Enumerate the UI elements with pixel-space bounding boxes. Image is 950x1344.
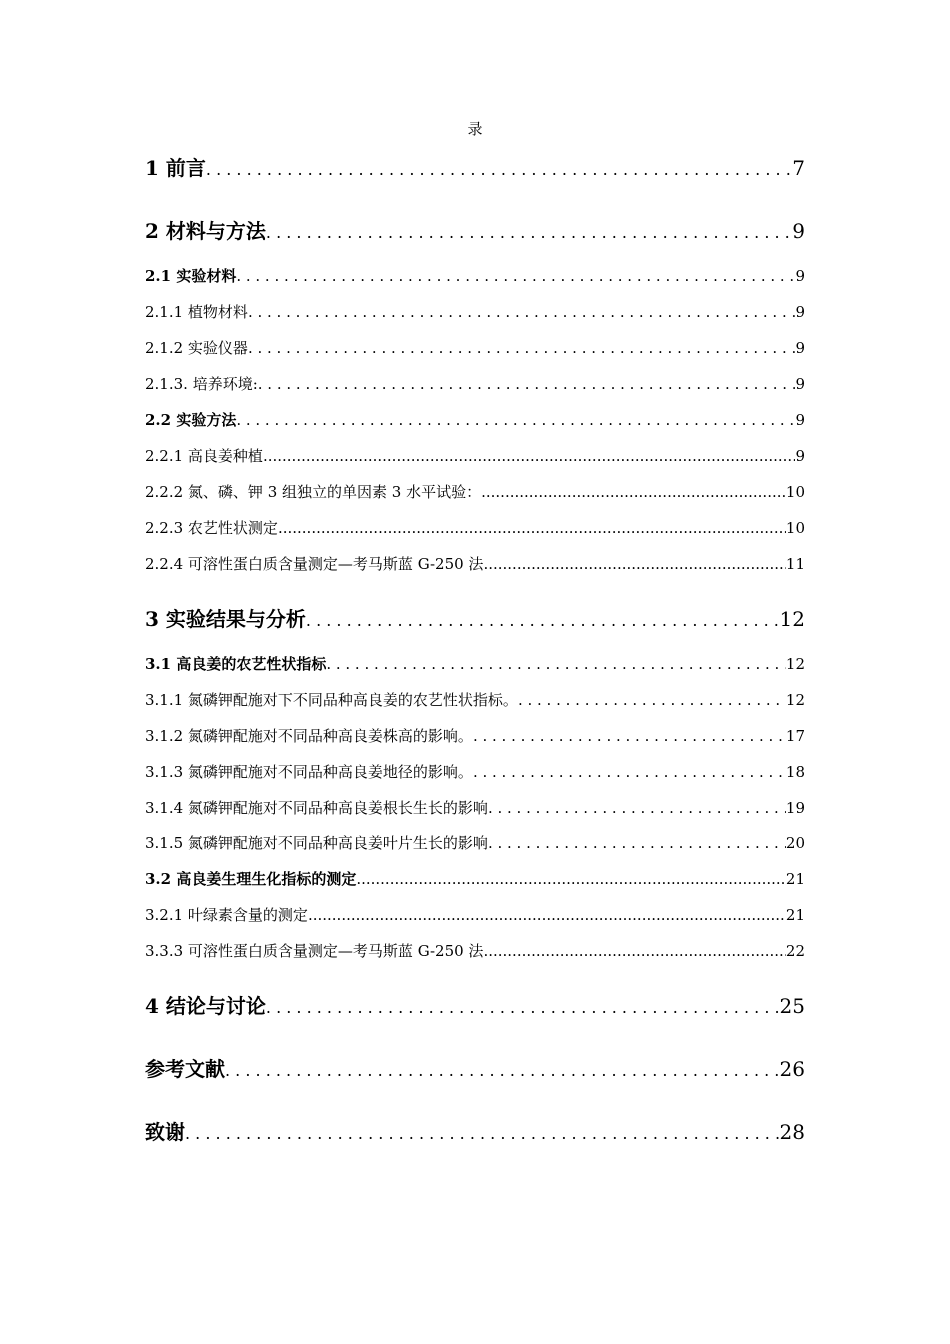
toc-entry-label: 1 前言 (145, 156, 206, 180)
toc-entry-label: 2.2.2 氮、磷、钾 3 组独立的单因素 3 水平试验： (145, 483, 482, 501)
toc-entry[interactable] (145, 904, 805, 925)
toc-entry-label: 3.1.2 氮磷钾配施对不同品种高良姜株高的影响。 (145, 727, 473, 745)
page-heading: 录 (467, 120, 483, 138)
toc-entry-label: 3.1.4 氮磷钾配施对不同品种高良姜根长生长的影响 (145, 799, 488, 817)
toc-entry-label: 3.1.1 氮磷钾配施对下不同品种高良姜的农艺性状指标。 (145, 691, 518, 709)
toc-entry-page-number: 21 (785, 870, 805, 888)
toc-dot-leader (258, 375, 796, 393)
toc-dot-leader (263, 447, 796, 465)
toc-entry-label: 2.2.4 可溶性蛋白质含量测定—考马斯蓝 G-250 法 (145, 555, 484, 573)
toc-entry-label: 3.2 高良姜生理生化指标的测定 (145, 870, 357, 888)
toc-dot-leader (483, 555, 785, 573)
toc-entry-label: 2.2.3 农艺性状测定 (145, 519, 278, 537)
toc-entry-label: 2.2 实验方法 (145, 411, 237, 429)
toc-entry-label: 2.1.3. 培养环境: (145, 375, 258, 393)
toc-entry-page-number: 21 (785, 906, 805, 924)
toc-entry-page-number: 17 (785, 727, 805, 745)
toc-entry[interactable] (145, 689, 805, 710)
toc-entry[interactable] (145, 653, 805, 674)
toc-entry[interactable] (145, 1053, 805, 1082)
toc-entry-label: 致谢 (145, 1120, 185, 1144)
toc-dot-leader (185, 1124, 780, 1143)
toc-entry-page-number: 18 (785, 763, 805, 781)
toc-entry[interactable] (145, 265, 805, 286)
toc-dot-leader (518, 691, 786, 709)
toc-entry-page-number: 9 (795, 411, 805, 429)
toc-entry[interactable] (145, 603, 805, 632)
toc-entry[interactable] (145, 553, 805, 574)
toc-entry[interactable] (145, 990, 805, 1019)
toc-entry-label: 参考文献 (145, 1057, 225, 1081)
toc-entry-page-number: 9 (795, 339, 805, 357)
toc-entry-label: 3.3.3 可溶性蛋白质含量测定—考马斯蓝 G-250 法 (145, 942, 484, 960)
toc-entry-label: 2.1.2 实验仪器 (145, 339, 248, 357)
toc-entry-page-number: 28 (779, 1120, 805, 1144)
toc-entry-label: 3.1 高良姜的农艺性状指标 (145, 655, 327, 673)
toc-dot-leader (248, 303, 796, 321)
toc-entry-page-number: 12 (785, 691, 805, 709)
toc-dot-leader (473, 727, 786, 745)
toc-dot-leader (306, 611, 780, 630)
toc-entry-label: 3 实验结果与分析 (145, 607, 306, 631)
toc-dot-leader (473, 763, 786, 781)
toc-entry[interactable] (145, 373, 805, 394)
toc-dot-leader (248, 339, 796, 357)
toc-entry-page-number: 9 (792, 219, 805, 243)
toc-entry[interactable] (145, 215, 805, 244)
toc-entry[interactable] (145, 832, 805, 853)
toc-dot-leader (278, 519, 786, 537)
toc-entry[interactable] (145, 409, 805, 430)
toc-entry-page-number: 11 (785, 555, 805, 573)
toc-entry-page-number: 25 (779, 994, 805, 1018)
toc-entry[interactable] (145, 761, 805, 782)
toc-entry-page-number: 10 (785, 519, 805, 537)
toc-entry[interactable] (145, 301, 805, 322)
toc-dot-leader (488, 834, 786, 852)
toc-dot-leader (326, 655, 786, 673)
toc-entry[interactable] (145, 868, 805, 889)
toc-entry[interactable] (145, 152, 805, 181)
toc-entry-label: 3.1.5 氮磷钾配施对不同品种高良姜叶片生长的影响 (145, 834, 488, 852)
toc-entry-label: 3.2.1 叶绿素含量的测定 (145, 906, 308, 924)
toc-entry[interactable] (145, 725, 805, 746)
toc-dot-leader (206, 160, 792, 179)
toc-entry-label: 4 结论与讨论 (145, 994, 266, 1018)
toc-entry-page-number: 26 (779, 1057, 805, 1081)
toc-entry[interactable] (145, 940, 805, 961)
toc-entry-page-number: 20 (785, 834, 805, 852)
toc-dot-leader (225, 1061, 780, 1080)
toc-dot-leader (266, 998, 780, 1017)
toc-dot-leader (236, 267, 795, 285)
toc-dot-leader (308, 906, 786, 924)
toc-entry-label: 2.2.1 高良姜种植 (145, 447, 263, 465)
toc-entry-page-number: 9 (795, 267, 805, 285)
toc-entry-page-number: 10 (785, 483, 805, 501)
toc-entry[interactable] (145, 337, 805, 358)
toc-entry[interactable] (145, 445, 805, 466)
toc-entry-page-number: 12 (779, 607, 805, 631)
toc-entry-page-number: 7 (792, 156, 805, 180)
toc-dot-leader (236, 411, 795, 429)
toc-entry[interactable] (145, 1116, 805, 1145)
toc-entry-page-number: 9 (795, 447, 805, 465)
toc-dot-leader (266, 223, 792, 242)
toc-entry-label: 2.1.1 植物材料 (145, 303, 248, 321)
toc-dot-leader (481, 483, 786, 501)
toc-entry-label: 3.1.3 氮磷钾配施对不同品种高良姜地径的影响。 (145, 763, 473, 781)
toc-entry[interactable] (145, 481, 805, 502)
toc-entry-page-number: 22 (785, 942, 805, 960)
toc-entry-page-number: 9 (795, 303, 805, 321)
toc-dot-leader (356, 870, 786, 888)
toc-entry[interactable] (145, 517, 805, 538)
toc-entry-label: 2 材料与方法 (145, 219, 266, 243)
toc-dot-leader (483, 942, 785, 960)
toc-entry[interactable] (145, 797, 805, 818)
toc-entry-page-number: 19 (785, 799, 805, 817)
toc-dot-leader (488, 799, 786, 817)
toc-entry-page-number: 12 (785, 655, 805, 673)
toc-entry-label: 2.1 实验材料 (145, 267, 237, 285)
toc-entry-page-number: 9 (795, 375, 805, 393)
